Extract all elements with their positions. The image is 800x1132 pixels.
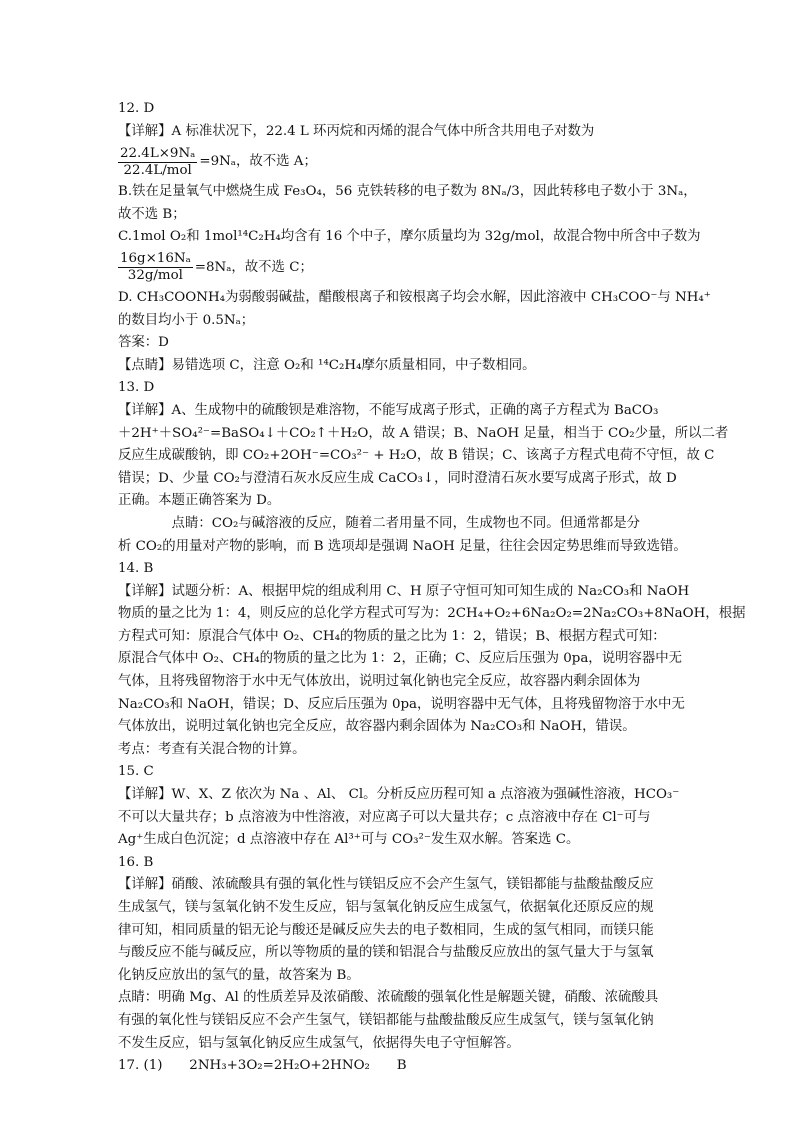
text-line: 【点睛】易错选项 C，注意 O₂和 ¹⁴C₂H₄摩尔质量相同，中子数相同。: [118, 357, 536, 373]
text-line: 故不选 B；: [118, 206, 186, 222]
text-line: 原混合气体中 O₂、CH₄的物质的量之比为 1：2，正确；C、反应后压强为 0pa，说明容器中无: [118, 651, 683, 667]
text-line: 答案：D: [118, 335, 169, 351]
text-line: Na₂CO₃和 NaOH，错误；D、反应后压强为 0pa，说明容器中无气体，且将残留物溶于水中无: [118, 696, 685, 712]
fraction-tail: =9Nₐ，故不选 A；: [199, 153, 317, 169]
text-line: C.1mol O₂和 1mol¹⁴C₂H₄均含有 16 个中子，摩尔质量均为 32g/mol，故混合物中所含中子数为: [118, 229, 701, 245]
fraction-denominator: 32g/mol: [127, 268, 183, 284]
text-line: 析 CO₂的用量对产物的影响，而 B 选项却是强调 NaOH 足量，往往会因定势思维而导致选错。: [118, 538, 687, 554]
text-line: 考点：考查有关混合物的计算。: [118, 741, 306, 757]
text-line: 错误；D、少量 CO₂与澄清石灰水反应生成 CaCO₃↓，同时澄清石灰水要写成离子形式，故 D: [118, 470, 677, 486]
text-line: 的数目均小于 0.5Nₐ；: [118, 312, 255, 328]
fraction-numerator: 16g×16Nₐ: [120, 251, 191, 267]
question-13-header: 13. D: [118, 380, 155, 396]
text-line: 不发生反应，铝与氢氧化钠反应生成氢气，依据得失电子守恒解答。: [118, 1035, 520, 1051]
fraction-formula-2: [118, 249, 698, 287]
text-line: B.铁在足量氧气中燃烧生成 Fe₃O₄，56 克铁转移的电子数为 8Nₐ/3，因此转移电子数小于 3Nₐ，: [118, 184, 697, 200]
text-line: 反应生成碳酸钠，即 CO₂+2OH⁻=CO₃²⁻ + H₂O，故 B 错误；C、该离子方程式电荷不守恒，故 C: [118, 448, 715, 464]
text-line: 【详解】试题分析：A、根据甲烷的组成利用 C、H 原子守恒可知可知生成的 Na₂CO₃和 NaOH: [118, 583, 690, 599]
text-line: 【详解】W、X、Z 依次为 Na 、Al、 Cl。分析反应历程可知 a 点溶液为强碱性溶液，HCO₃⁻: [118, 787, 680, 803]
text-line: 生成氢气，镁与氢氧化钠不发生反应，铝与氢氧化钠反应生成氢气，依据氧化还原反应的规: [118, 900, 654, 915]
fraction-formula-1: [118, 143, 698, 181]
text-line: 与酸反应不能与碱反应，所以等物质的量的镁和铝混合与盐酸反应放出的氢气量大于与氢氧: [118, 945, 654, 961]
text-line: 律可知，相同质量的铝无论与酸还是碱反应失去的电子数相同，生成的氢气相同，而镁只能: [118, 922, 654, 938]
question-12-header: 12. D: [118, 101, 155, 116]
text-line: 方程式可知：原混合气体中 O₂、CH₄的物质的量之比为 1：2，错误；B、根据方程式可知：: [118, 628, 666, 644]
text-line: 正确。本题正确答案为 D。: [118, 493, 281, 509]
text-line: 不可以大量共存；b 点溶液为中性溶液，对应离子可以大量共存；c 点溶液中存在 Cl⁻可与: [118, 809, 651, 825]
text-line: 点睛：明确 Mg、Al 的性质差异及浓硝酸、浓硫酸的强氧化性是解题关键，硝酸、浓硫酸具: [118, 990, 659, 1006]
question-16-header: 16. B: [118, 854, 154, 870]
fraction: [118, 251, 193, 284]
text-line: 气体放出，说明过氧化钠也完全反应，故容器内剩余固体为 Na₂CO₃和 NaOH，错误。: [118, 719, 636, 735]
question-15-header: 15. C: [118, 764, 154, 780]
fraction-numerator: 22.4L×9Nₐ: [120, 145, 196, 161]
fraction-tail: =8Nₐ，故不选 C；: [194, 259, 313, 275]
text-line: 【详解】硝酸、浓硫酸具有强的氧化性与镁铝反应不会产生氢气，镁铝都能与盐酸盐酸反应: [118, 877, 654, 893]
text-line: 【详解】A 标准状况下，22.4 L 环丙烷和丙烯的混合气体中所含共用电子对数为: [118, 123, 595, 139]
text-line: 点睛：CO₂与碱溶液的反应，随着二者用量不同，生成物也不同。但通常都是分: [118, 515, 641, 531]
text-line: D. CH₃COONH₄为弱酸弱碱盐，醋酸根离子和铵根离子均会水解，因此溶液中 CH₃COO⁻与 NH₄⁺: [118, 289, 711, 305]
question-14-header: 14. B: [118, 561, 154, 577]
text-line: 【详解】A、生成物中的硫酸钡是难溶物，不能写成离子形式，正确的离子方程式为 BaCO₃: [118, 402, 659, 418]
question-17-header: 17. (1) 2NH₃+3O₂=2H₂O+2HNO₂ B: [118, 1058, 407, 1074]
text-line: 有强的氧化性与镁铝反应不会产生氢气，镁铝都能与盐酸盐酸反应生成氢气，镁与氢氧化钠: [118, 1012, 654, 1028]
text-line: ＋2H⁺＋SO₄²⁻=BaSO₄↓＋CO₂↑＋H₂O，故 A 错误；B、NaOH 足量，相当于 CO₂少量，所以二者: [118, 425, 729, 441]
fraction: [118, 146, 197, 179]
text-line: 化钠反应放出的氢气的量，故答案为 B。: [118, 967, 360, 983]
text-line: Ag⁺生成白色沉淀；d 点溶液中存在 Al³⁺可与 CO₃²⁻发生双水解。答案选 C。: [118, 832, 580, 848]
answer-content: [118, 98, 746, 1078]
text-line: 气体，且将残留物溶于水中无气体放出，说明过氧化钠也完全反应，故容器内剩余固体为: [118, 674, 641, 690]
fraction-denominator: 22.4L/mol: [123, 162, 192, 178]
text-line: 物质的量之比为 1：4，则反应的总化学方程式可写为：2CH₄+O₂+6Na₂O₂=2Na₂CO₃+8NaOH，根据: [118, 606, 746, 622]
